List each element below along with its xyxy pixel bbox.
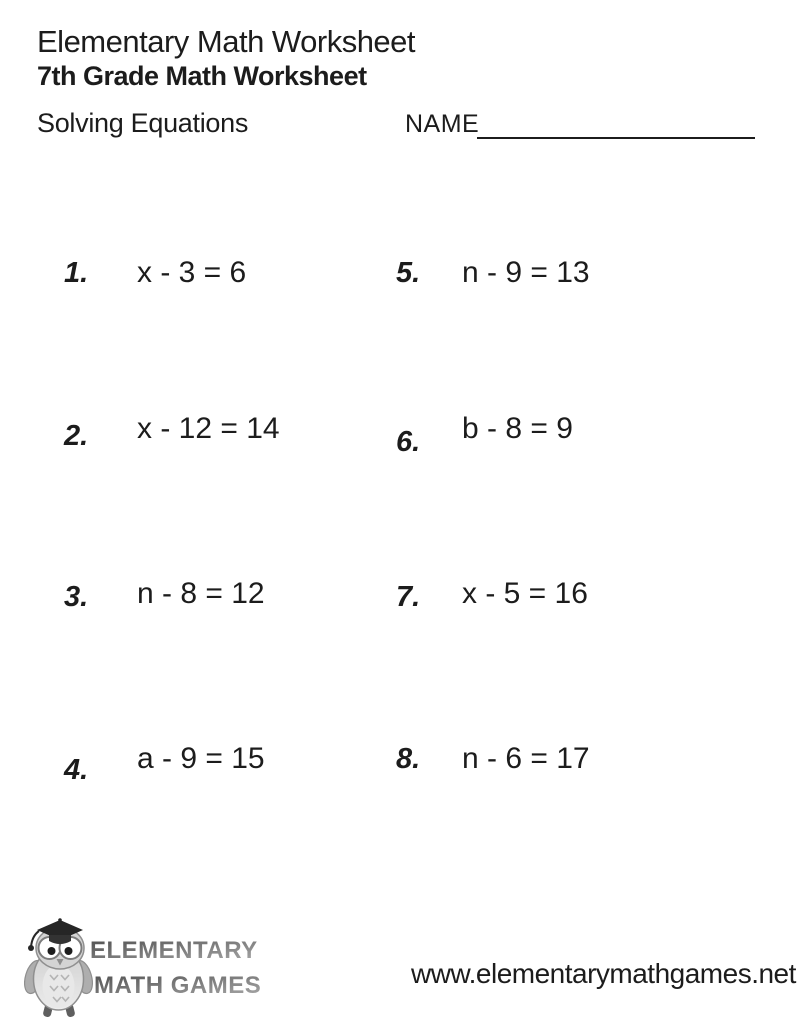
problem-1 <box>64 256 246 290</box>
problem-number: 6. <box>396 426 421 458</box>
problem-number: 4. <box>64 754 89 786</box>
problem-equation: b - 8 = 9 <box>462 412 573 445</box>
page-subtitle-grade: 7th Grade Math Worksheet <box>37 61 367 91</box>
problem-equation: x - 5 = 16 <box>462 577 588 610</box>
website-url: www.elementarymathgames.net <box>411 958 796 989</box>
problem-number: 1. <box>64 257 89 289</box>
logo-text-line1: ELEMENTARY <box>90 937 258 964</box>
elementary-math-games-logo <box>24 903 269 1030</box>
problem-number: 3. <box>64 581 89 613</box>
problem-number: 5. <box>396 257 421 289</box>
problem-3 <box>64 577 265 611</box>
problem-equation: x - 12 = 14 <box>137 412 280 445</box>
problem-equation: a - 9 = 15 <box>137 742 265 775</box>
worksheet-topic: Solving Equations <box>37 108 249 138</box>
problem-5 <box>396 256 590 290</box>
page-title: Elementary Math Worksheet <box>37 24 416 59</box>
problem-7 <box>396 577 588 611</box>
problem-equation: n - 8 = 12 <box>137 577 265 610</box>
problem-number: 2. <box>64 420 89 452</box>
logo-text-line2: MATH GAMES <box>94 972 262 999</box>
problem-number: 8. <box>396 743 421 775</box>
problem-4 <box>64 742 265 786</box>
problem-6 <box>396 412 573 458</box>
name-label: NAME <box>405 110 480 138</box>
problem-equation: n - 9 = 13 <box>462 256 590 289</box>
problem-number: 7. <box>396 581 421 613</box>
problem-8 <box>396 742 590 776</box>
name-blank-line <box>477 120 755 139</box>
problem-equation: x - 3 = 6 <box>137 256 247 289</box>
problem-2 <box>64 412 280 452</box>
problem-equation: n - 6 = 17 <box>462 742 590 775</box>
owl-graduation-cap-icon <box>24 918 96 1018</box>
